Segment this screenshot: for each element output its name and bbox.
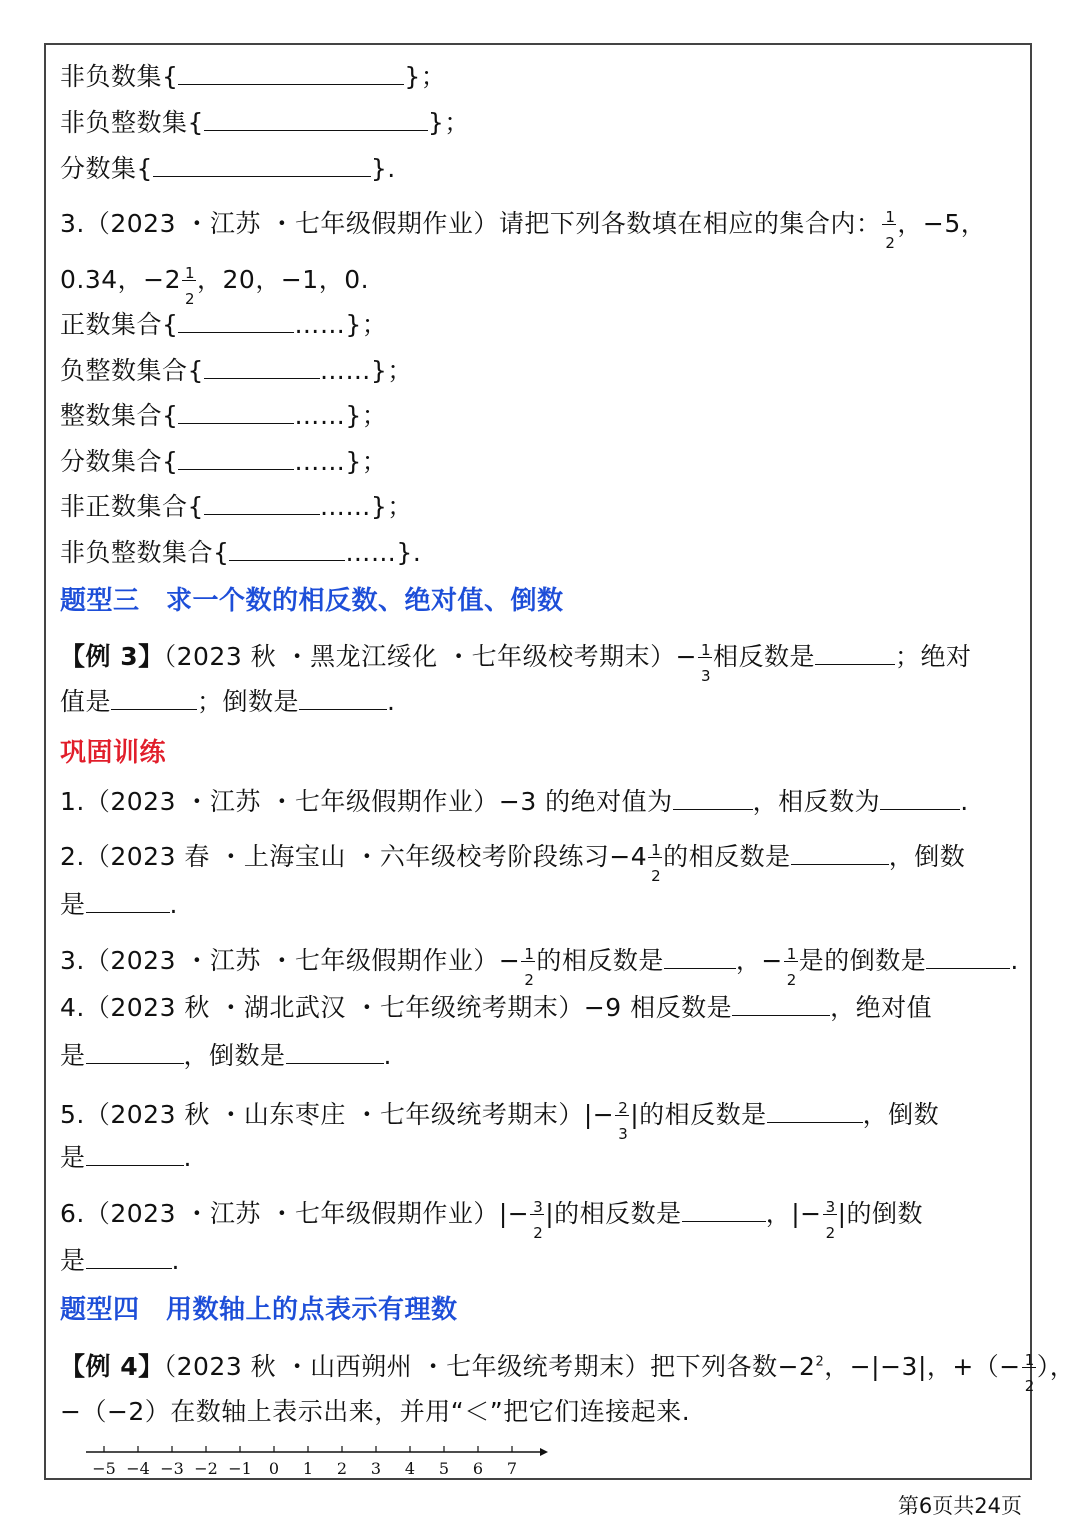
practice-q5-line1 — [60, 1091, 939, 1141]
denominator: 2 — [651, 867, 662, 885]
practice-heading: 巩固训练 — [60, 738, 167, 768]
answer-blank[interactable] — [204, 108, 428, 131]
question-text: ，倒数 — [862, 1100, 940, 1129]
numerator: 2 — [618, 1099, 629, 1117]
answer-blank[interactable] — [86, 890, 170, 913]
practice-q3 — [60, 937, 1019, 987]
question-text: |的相反数是 — [630, 1100, 767, 1129]
label: 整数集合{ — [60, 401, 179, 430]
example-text: 值是 — [60, 687, 112, 716]
question-text: ，相反数为 — [752, 787, 881, 816]
answer-blank[interactable] — [178, 447, 294, 470]
answer-blank[interactable] — [815, 642, 895, 665]
answer-blank[interactable] — [791, 842, 889, 865]
question-text: 5.（2023 秋 ・山东枣庄 ・七年级统考期末）|− — [60, 1100, 615, 1129]
label-end: ……}； — [319, 356, 413, 385]
label: 非正数集合{ — [60, 492, 204, 521]
set-line-negative-integer — [60, 356, 413, 386]
denominator: 3 — [701, 667, 712, 685]
example-text: （2023 秋 ・黑龙江绥化 ・七年级校考期末）− — [163, 642, 698, 671]
numerator: 1 — [651, 841, 662, 859]
denominator: 2 — [533, 1224, 544, 1242]
question-text: 是 — [60, 1143, 86, 1172]
tick-label: 1 — [302, 1459, 314, 1478]
question-text: ，倒数 — [888, 842, 966, 871]
set-line-nonnegative — [60, 62, 446, 92]
example-4-line1 — [60, 1343, 1075, 1393]
example-4-line2: −（−2）在数轴上表示出来，并用“＜”把它们连接起来. — [60, 1397, 691, 1426]
question-text: . — [171, 1246, 180, 1275]
question-text: 的相反数是 — [536, 946, 664, 975]
set-line-nonpositive — [60, 492, 413, 522]
fraction — [182, 256, 196, 306]
numerator: 1 — [185, 264, 196, 282]
answer-blank[interactable] — [178, 401, 294, 424]
question-text-end: ，20，−1，0. — [197, 265, 370, 294]
label: 非负数集{ — [60, 62, 179, 91]
answer-blank[interactable] — [299, 687, 387, 710]
numerator: 1 — [1024, 1351, 1035, 1369]
example-text: ；倒数是 — [197, 687, 300, 716]
practice-q4-line2 — [60, 1041, 392, 1071]
numerator: 1 — [885, 208, 896, 226]
answer-blank[interactable] — [153, 154, 371, 177]
label-end: ……}； — [319, 492, 413, 521]
tick-label: 2 — [336, 1459, 348, 1478]
set-line-nonnegative-integer — [60, 108, 470, 138]
number-line — [78, 1440, 558, 1480]
question-3-line1 — [60, 200, 986, 250]
question-text: . — [1010, 946, 1019, 975]
page-number: 第6页共24页 — [897, 1494, 1022, 1518]
example-text: ，−|−3|，+（− — [824, 1352, 1021, 1381]
fraction — [521, 937, 535, 987]
set-line-fraction-2 — [60, 447, 387, 477]
label: 分数集合{ — [60, 447, 179, 476]
label-end: ……}. — [345, 538, 422, 567]
question-text: ，− — [735, 946, 783, 975]
question-text: 0.34，−2 — [60, 265, 182, 294]
tick-label: 0 — [268, 1459, 280, 1478]
answer-blank[interactable] — [767, 1100, 863, 1123]
answer-blank[interactable] — [229, 538, 345, 561]
label: 正数集合{ — [60, 310, 179, 339]
tick-label: 3 — [370, 1459, 382, 1478]
label-end: }； — [404, 62, 447, 91]
fraction — [648, 833, 662, 883]
example-text: . — [387, 687, 396, 716]
label-end: ……}； — [294, 447, 388, 476]
fraction — [1022, 1343, 1036, 1393]
question-text: |的相反数是 — [545, 1199, 682, 1228]
answer-blank[interactable] — [178, 62, 404, 85]
tick-label: 5 — [438, 1459, 450, 1478]
question-text: ，绝对值 — [830, 993, 933, 1022]
numerator: 1 — [524, 945, 535, 963]
question-text: 的相反数是 — [663, 842, 791, 871]
question-text: ，倒数是 — [183, 1041, 286, 1070]
numerator: 1 — [701, 641, 712, 659]
practice-q2-line1 — [60, 833, 965, 883]
set-line-integer — [60, 401, 387, 431]
answer-blank[interactable] — [178, 310, 294, 333]
tick-label: −3 — [160, 1459, 184, 1478]
denominator: 2 — [786, 971, 797, 989]
answer-blank[interactable] — [86, 1246, 172, 1269]
example-text: ）， — [1036, 1352, 1076, 1381]
example-3-line2 — [60, 687, 395, 717]
tick-label: 4 — [404, 1459, 416, 1478]
answer-blank[interactable] — [86, 1143, 184, 1166]
question-text: 4.（2023 秋 ・湖北武汉 ・七年级统考期末）−9 相反数是 — [60, 993, 733, 1022]
denominator: 2 — [185, 290, 196, 308]
fraction — [823, 1190, 837, 1240]
answer-blank[interactable] — [732, 993, 830, 1016]
question-3-line2 — [60, 256, 369, 306]
denominator: 3 — [618, 1125, 629, 1143]
answer-blank[interactable] — [111, 687, 197, 710]
answer-blank[interactable] — [286, 1041, 384, 1064]
example-3-line1 — [60, 633, 972, 683]
example-label: 【例 3】 — [60, 642, 164, 671]
fraction — [784, 937, 798, 987]
question-text-end: ，−5， — [897, 209, 987, 238]
question-text: 是 — [60, 1246, 86, 1275]
label-end: }； — [427, 108, 470, 137]
example-text: ；绝对 — [895, 642, 972, 671]
question-text: 3.（2023 ・江苏 ・七年级假期作业）请把下列各数填在相应的集合内： — [60, 209, 882, 238]
tick-label: −4 — [126, 1459, 150, 1478]
answer-blank[interactable] — [664, 946, 736, 969]
practice-q6-line1 — [60, 1190, 923, 1240]
label: 非负整数集合{ — [60, 538, 230, 567]
answer-blank[interactable] — [86, 1041, 184, 1064]
practice-q4-line1 — [60, 993, 932, 1023]
example-label: 【例 4】 — [60, 1352, 164, 1381]
example-text: （2023 秋 ・山西朔州 ・七年级统考期末）把下列各数−2 — [163, 1352, 816, 1381]
set-line-fraction — [60, 154, 396, 184]
numerator: 3 — [533, 1198, 544, 1216]
tick-label: −2 — [194, 1459, 218, 1478]
question-text: 是的倒数是 — [798, 946, 927, 975]
fraction — [530, 1190, 544, 1240]
question-text: |的倒数 — [837, 1199, 923, 1228]
number-line-arrow — [540, 1448, 548, 1456]
tick-label: 6 — [472, 1459, 484, 1478]
fraction — [698, 633, 712, 683]
label-end: }. — [370, 154, 396, 183]
denominator: 2 — [885, 234, 896, 252]
denominator: 2 — [1024, 1377, 1035, 1395]
numerator: 3 — [825, 1198, 836, 1216]
question-text: . — [383, 1041, 392, 1070]
question-text: ，|− — [765, 1199, 822, 1228]
question-text: . — [960, 787, 969, 816]
question-text: 3.（2023 ・江苏 ・七年级假期作业）− — [60, 946, 521, 975]
exponent: 2 — [815, 1354, 825, 1370]
answer-blank[interactable] — [673, 787, 753, 810]
label: 负整数集合{ — [60, 356, 204, 385]
fraction — [882, 200, 896, 250]
section-4-heading: 题型四 用数轴上的点表示有理数 — [60, 1295, 458, 1325]
label-end: ……}； — [294, 401, 388, 430]
label-end: ……}； — [294, 310, 388, 339]
section-3-heading: 题型三 求一个数的相反数、绝对值、倒数 — [60, 586, 564, 616]
set-line-nonnegative-integer-2 — [60, 538, 421, 568]
practice-q6-line2 — [60, 1246, 180, 1276]
label: 非负整数集{ — [60, 108, 204, 137]
label: 分数集{ — [60, 154, 153, 183]
practice-q1 — [60, 787, 969, 817]
example-text: 相反数是 — [713, 642, 816, 671]
denominator: 2 — [524, 971, 535, 989]
tick-label: 7 — [506, 1459, 518, 1478]
fraction — [615, 1091, 629, 1141]
denominator: 2 — [825, 1224, 836, 1242]
question-text: 是 — [60, 1041, 86, 1070]
question-text: . — [169, 890, 178, 919]
answer-blank[interactable] — [682, 1199, 766, 1222]
question-text: 2.（2023 春 ・上海宝山 ・六年级校考阶段练习−4 — [60, 842, 648, 871]
set-line-positive — [60, 310, 387, 340]
practice-q2-line2 — [60, 890, 178, 920]
tick-label: −1 — [228, 1459, 252, 1478]
question-text: . — [183, 1143, 192, 1172]
tick-label: −5 — [92, 1459, 116, 1478]
question-text: 1.（2023 ・江苏 ・七年级假期作业）−3 的绝对值为 — [60, 787, 673, 816]
question-text: 是 — [60, 890, 86, 919]
answer-blank[interactable] — [204, 356, 320, 379]
answer-blank[interactable] — [926, 946, 1010, 969]
numerator: 1 — [786, 945, 797, 963]
question-text: 6.（2023 ・江苏 ・七年级假期作业）|− — [60, 1199, 530, 1228]
practice-q5-line2 — [60, 1143, 192, 1173]
answer-blank[interactable] — [880, 787, 960, 810]
answer-blank[interactable] — [204, 492, 320, 515]
